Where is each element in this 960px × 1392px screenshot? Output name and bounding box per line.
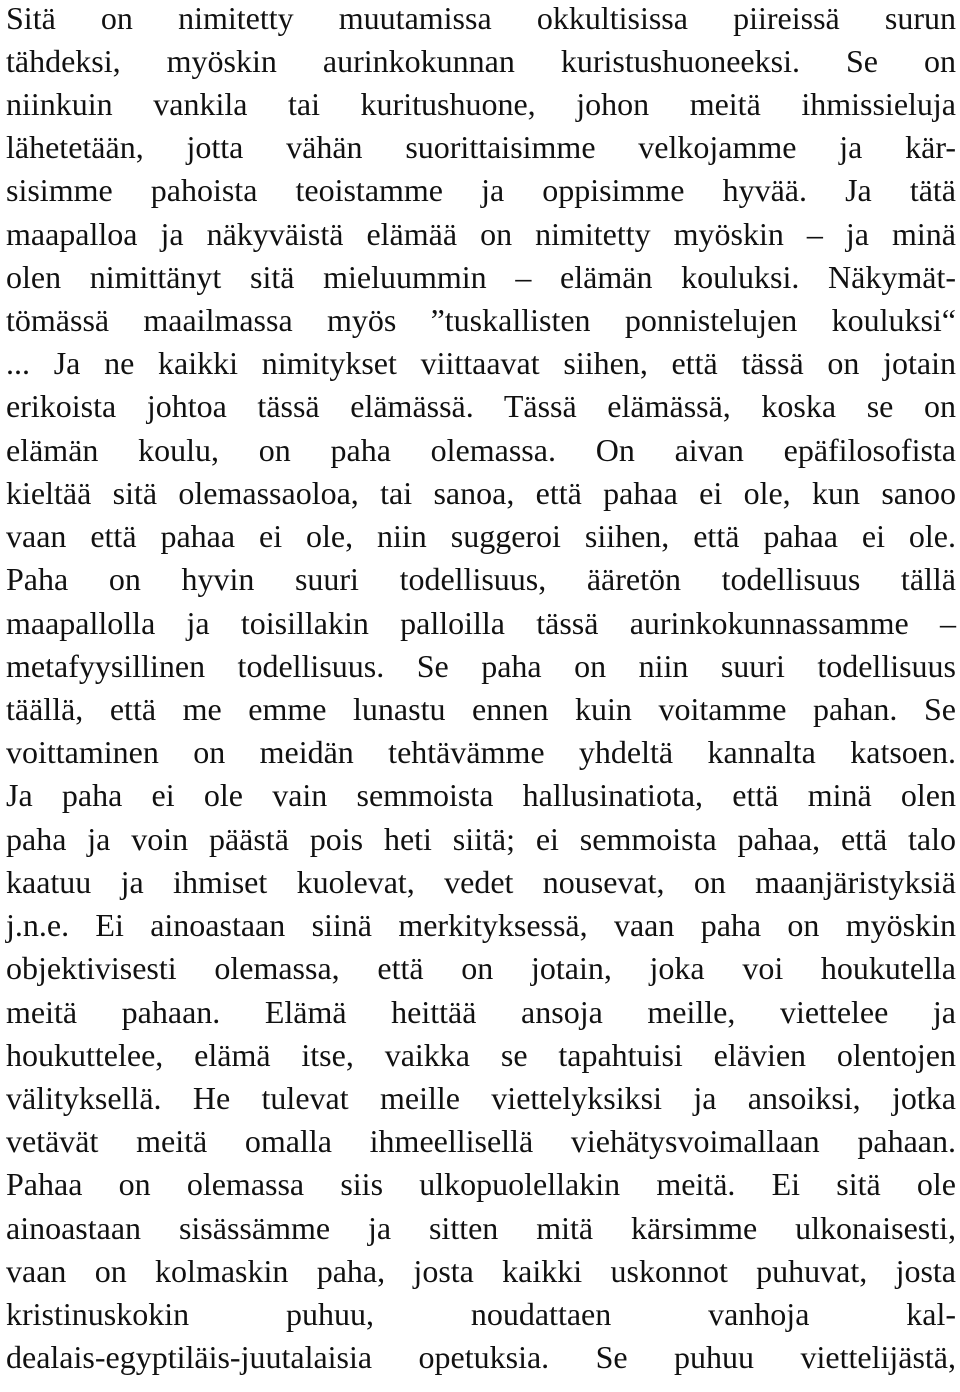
text-line: niinkuin vankila tai kuritushuone, johon meitä ihmissieluja	[6, 86, 956, 122]
text-line: Paha on hyvin suuri todellisuus, ääretön todellisuus tällä	[6, 561, 956, 597]
text-line: dealais-egyptiläis-juutalaisia opetuksia. Se puhuu viettelijästä,	[6, 1339, 956, 1375]
text-line: vetävät meitä omalla ihmeellisellä viehätysvoimallaan pahaan.	[6, 1123, 956, 1159]
text-line: tähdeksi, myöskin aurinkokunnan kuristushuoneeksi. Se on	[6, 43, 956, 79]
text-line: metafyysillinen todellisuus. Se paha on niin suuri todellisuus	[6, 648, 956, 684]
text-line: täällä, että me emme lunastu ennen kuin voitamme pahan. Se	[6, 691, 956, 727]
text-line: sisimme pahoista teoistamme ja oppisimme hyvää. Ja tätä	[6, 172, 956, 208]
text-line: välityksellä. He tulevat meille viettelyksiksi ja ansoiksi, jotka	[6, 1080, 956, 1116]
text-line: houkuttelee, elämä itse, vaikka se tapahtuisi elävien olentojen	[6, 1037, 956, 1073]
text-line: Sitä on nimitetty muutamissa okkultisissa piireissä surun	[6, 0, 956, 36]
text-line: meitä pahaan. Elämä heittää ansoja meille, viettelee ja	[6, 994, 956, 1030]
text-line: voittaminen on meidän tehtävämme yhdeltä kannalta katsoen.	[6, 734, 956, 770]
text-line: vaan että pahaa ei ole, niin suggeroi siihen, että pahaa ei ole.	[6, 518, 956, 554]
text-line: erikoista johtoa tässä elämässä. Tässä elämässä, koska se on	[6, 388, 956, 424]
text-line: vaan on kolmaskin paha, josta kaikki uskonnot puhuvat, josta	[6, 1253, 956, 1289]
text-line: maapalloa ja näkyväistä elämää on nimitetty myöskin – ja minä	[6, 216, 956, 252]
text-line: kieltää sitä olemassaoloa, tai sanoa, että pahaa ei ole, kun sanoo	[6, 475, 956, 511]
text-line: ... Ja ne kaikki nimitykset viittaavat siihen, että tässä on jotain	[6, 345, 956, 381]
text-line: Pahaa on olemassa siis ulkopuolellakin meitä. Ei sitä ole	[6, 1166, 956, 1202]
text-line: olen nimittänyt sitä mieluummin – elämän kouluksi. Näkymät-	[6, 259, 956, 295]
text-line: maapallolla ja toisillakin palloilla tässä aurinkokunnassamme –	[6, 605, 956, 641]
document-page	[6, 0, 956, 1392]
text-line: elämän koulu, on paha olemassa. On aivan epäfilosofista	[6, 432, 956, 468]
text-line: tömässä maailmassa myös ”tuskallisten ponnistelujen kouluksi“	[6, 302, 956, 338]
text-line: j.n.e. Ei ainoastaan siinä merkityksessä, vaan paha on myöskin	[6, 907, 956, 943]
text-line: kaatuu ja ihmiset kuolevat, vedet nousevat, on maanjäristyksiä	[6, 864, 956, 900]
text-line: objektivisesti olemassa, että on jotain, joka voi houkutella	[6, 950, 956, 986]
text-line: Ja paha ei ole vain semmoista hallusinatiota, että minä olen	[6, 777, 956, 813]
text-line: kristinuskokin puhuu, noudattaen vanhoja kal-	[6, 1296, 956, 1332]
text-line: paha ja voin päästä pois heti siitä; ei semmoista pahaa, että talo	[6, 821, 956, 857]
text-line: lähetetään, jotta vähän suorittaisimme velkojamme ja kär-	[6, 129, 956, 165]
text-line: ainoastaan sisässämme ja sitten mitä kärsimme ulkonaisesti,	[6, 1210, 956, 1246]
